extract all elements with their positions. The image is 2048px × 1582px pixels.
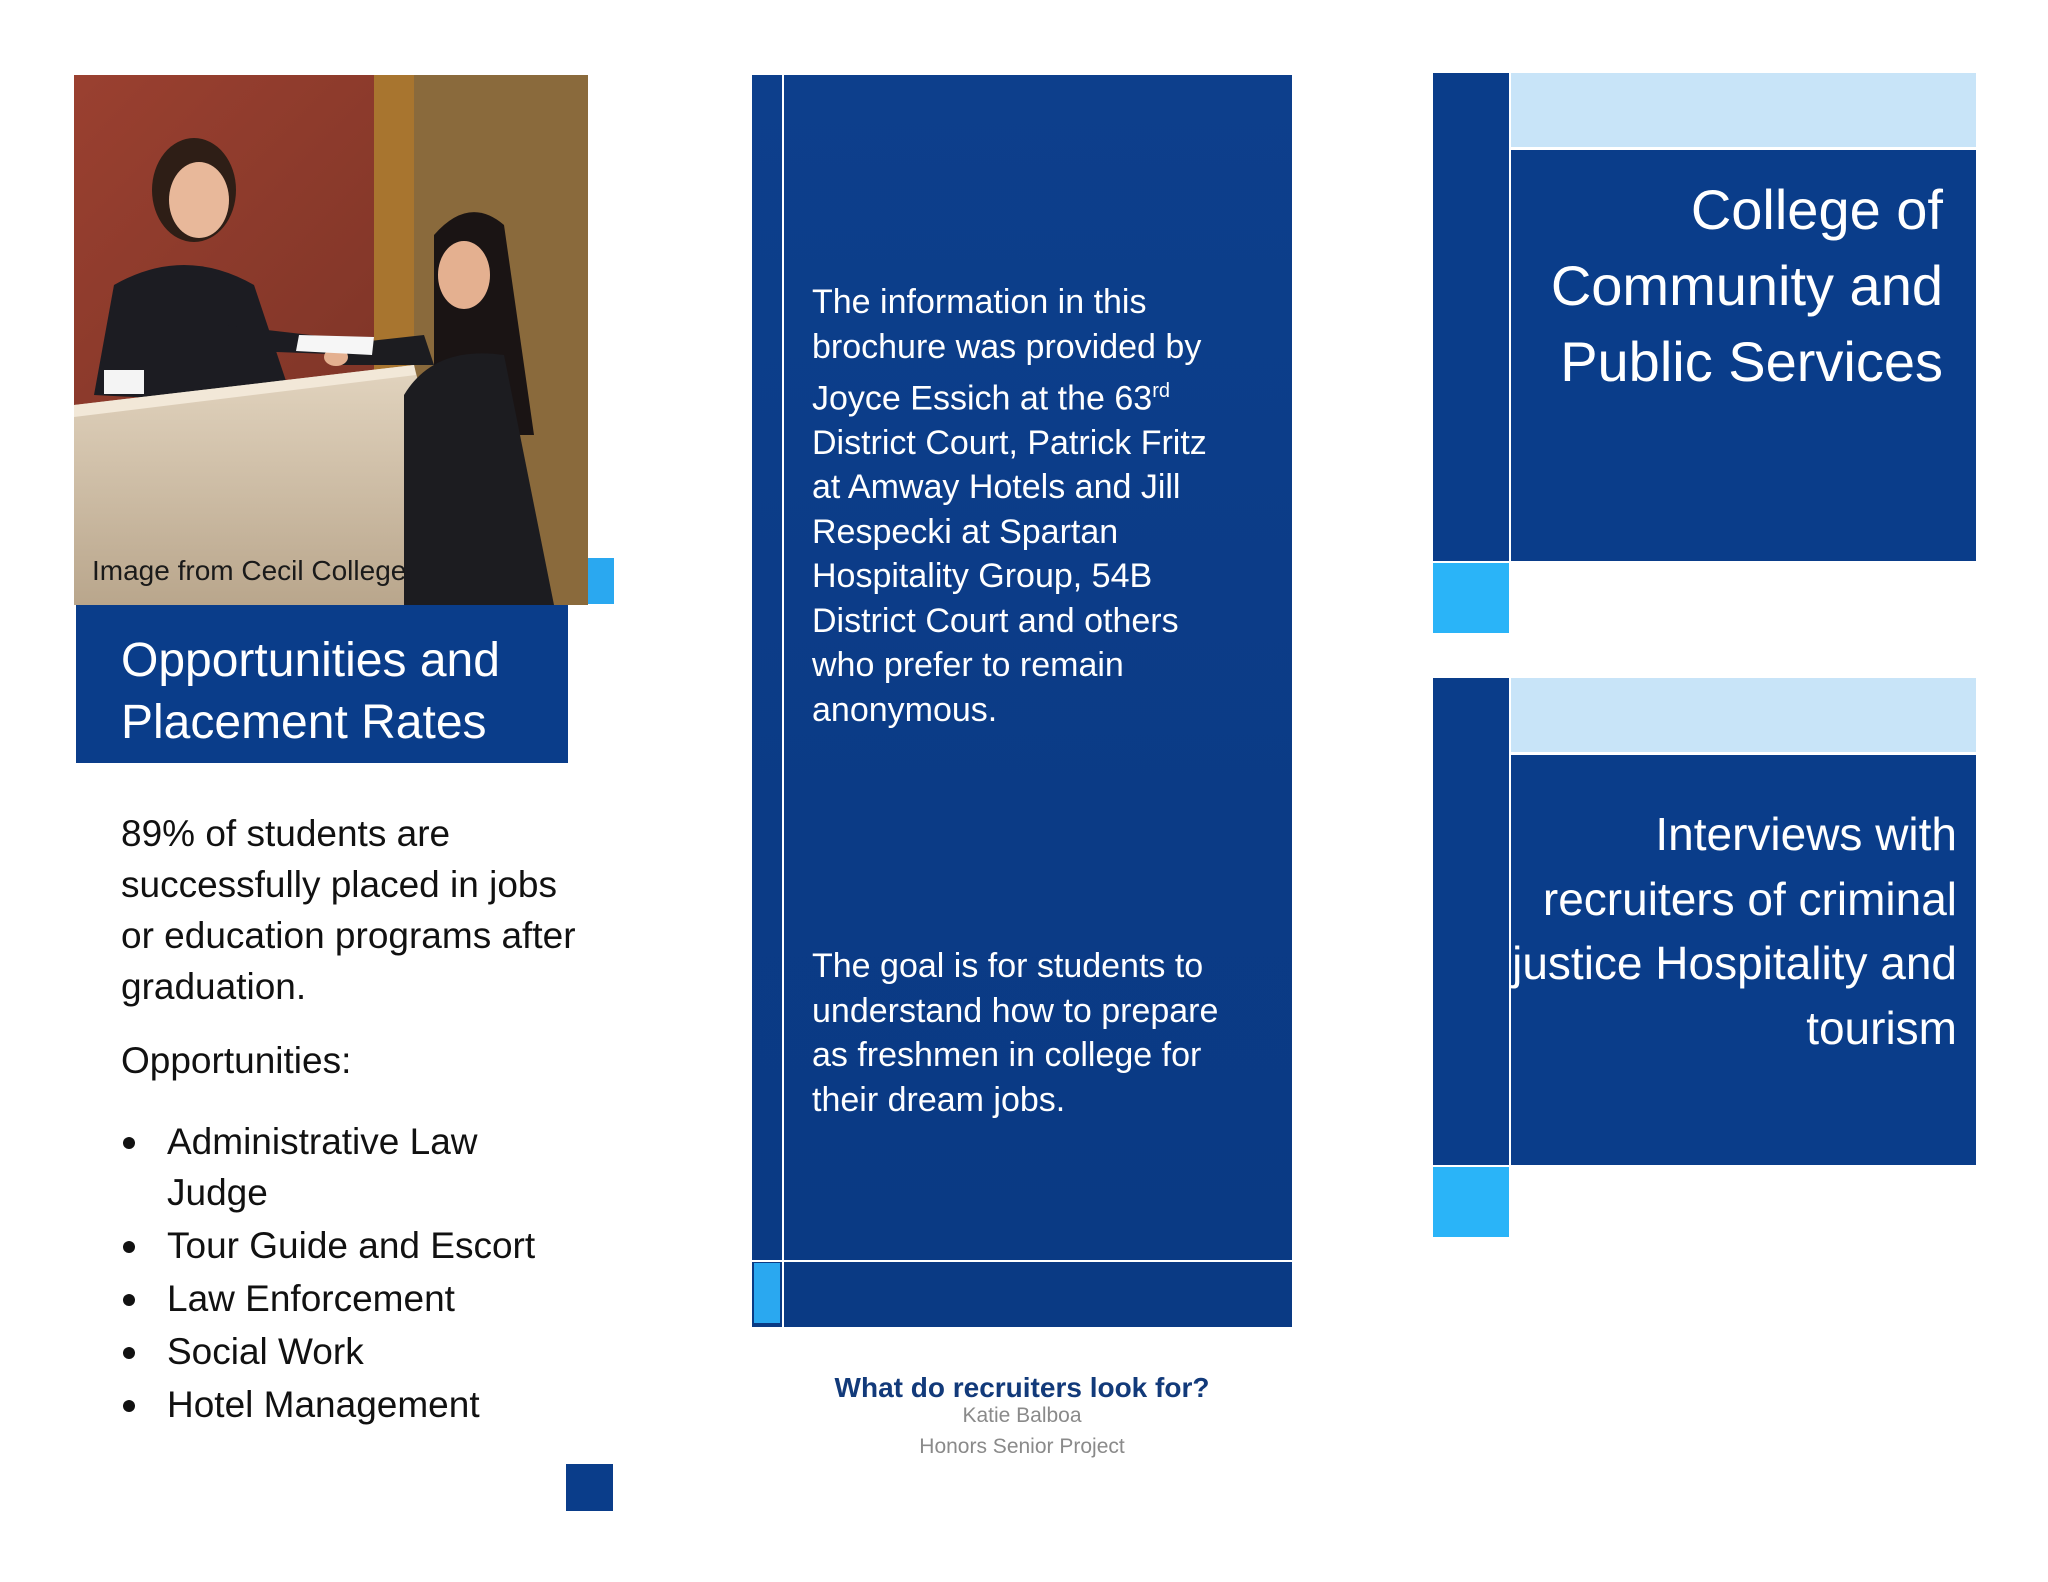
college-accent-square bbox=[1433, 563, 1509, 633]
list-item: Tour Guide and Escort bbox=[121, 1220, 581, 1271]
interviews-title: Interviews with recruiters of criminal justice Hospitality and tourism bbox=[1512, 808, 1957, 1054]
list-item: Hotel Management bbox=[121, 1379, 581, 1430]
panel-divider-horizontal bbox=[752, 1260, 1292, 1262]
brochure-title: What do recruiters look for? bbox=[834, 1372, 1210, 1403]
list-item: Administrative Law Judge bbox=[121, 1116, 581, 1218]
opportunities-heading bbox=[76, 605, 568, 763]
accent-bar bbox=[754, 1263, 780, 1323]
college-top-band bbox=[1511, 73, 1976, 147]
list-item: Social Work bbox=[121, 1326, 581, 1377]
placement-paragraph: 89% of students are successfully placed in jobs or education programs after graduation. bbox=[121, 813, 576, 1007]
interviews-side-bar bbox=[1433, 678, 1509, 1165]
hotel-front-desk-photo bbox=[74, 75, 588, 605]
goal-text: The goal is for students to understand how to prepare as freshmen in college for their dream jobs. bbox=[812, 947, 1219, 1119]
accent-square bbox=[588, 558, 614, 604]
decorative-square bbox=[566, 1464, 613, 1511]
college-title: College of Community and Public Services bbox=[1550, 178, 1943, 393]
interviews-top-band bbox=[1511, 678, 1976, 752]
sources-text-part2: District Court, Patrick Fritz at Amway Hotels and Jill Respecki at Spartan Hospitality Group, 54B District Court and others who prefer to remain anonymous. bbox=[812, 423, 1207, 729]
project-name: Honors Senior Project bbox=[919, 1435, 1125, 1458]
opportunities-label: Opportunities: bbox=[121, 1040, 352, 1081]
list-item: Law Enforcement bbox=[121, 1273, 581, 1324]
interviews-accent-square bbox=[1433, 1167, 1509, 1237]
ordinal-suffix: rd bbox=[1152, 380, 1170, 402]
heading-line-2: Placement Rates bbox=[121, 696, 487, 749]
panel-divider-vertical bbox=[782, 75, 784, 1327]
placement-rate-text bbox=[121, 808, 591, 1012]
photo-caption: Image from Cecil College bbox=[92, 555, 407, 586]
opportunities-list bbox=[121, 1116, 581, 1432]
sources-text bbox=[812, 280, 1242, 732]
college-side-bar bbox=[1433, 73, 1509, 561]
heading-line-1: Opportunities and bbox=[121, 634, 500, 687]
author-name: Katie Balboa bbox=[962, 1404, 1082, 1427]
sources-text-part1: The information in this brochure was provided by Joyce Essich at the 63 bbox=[812, 283, 1202, 418]
